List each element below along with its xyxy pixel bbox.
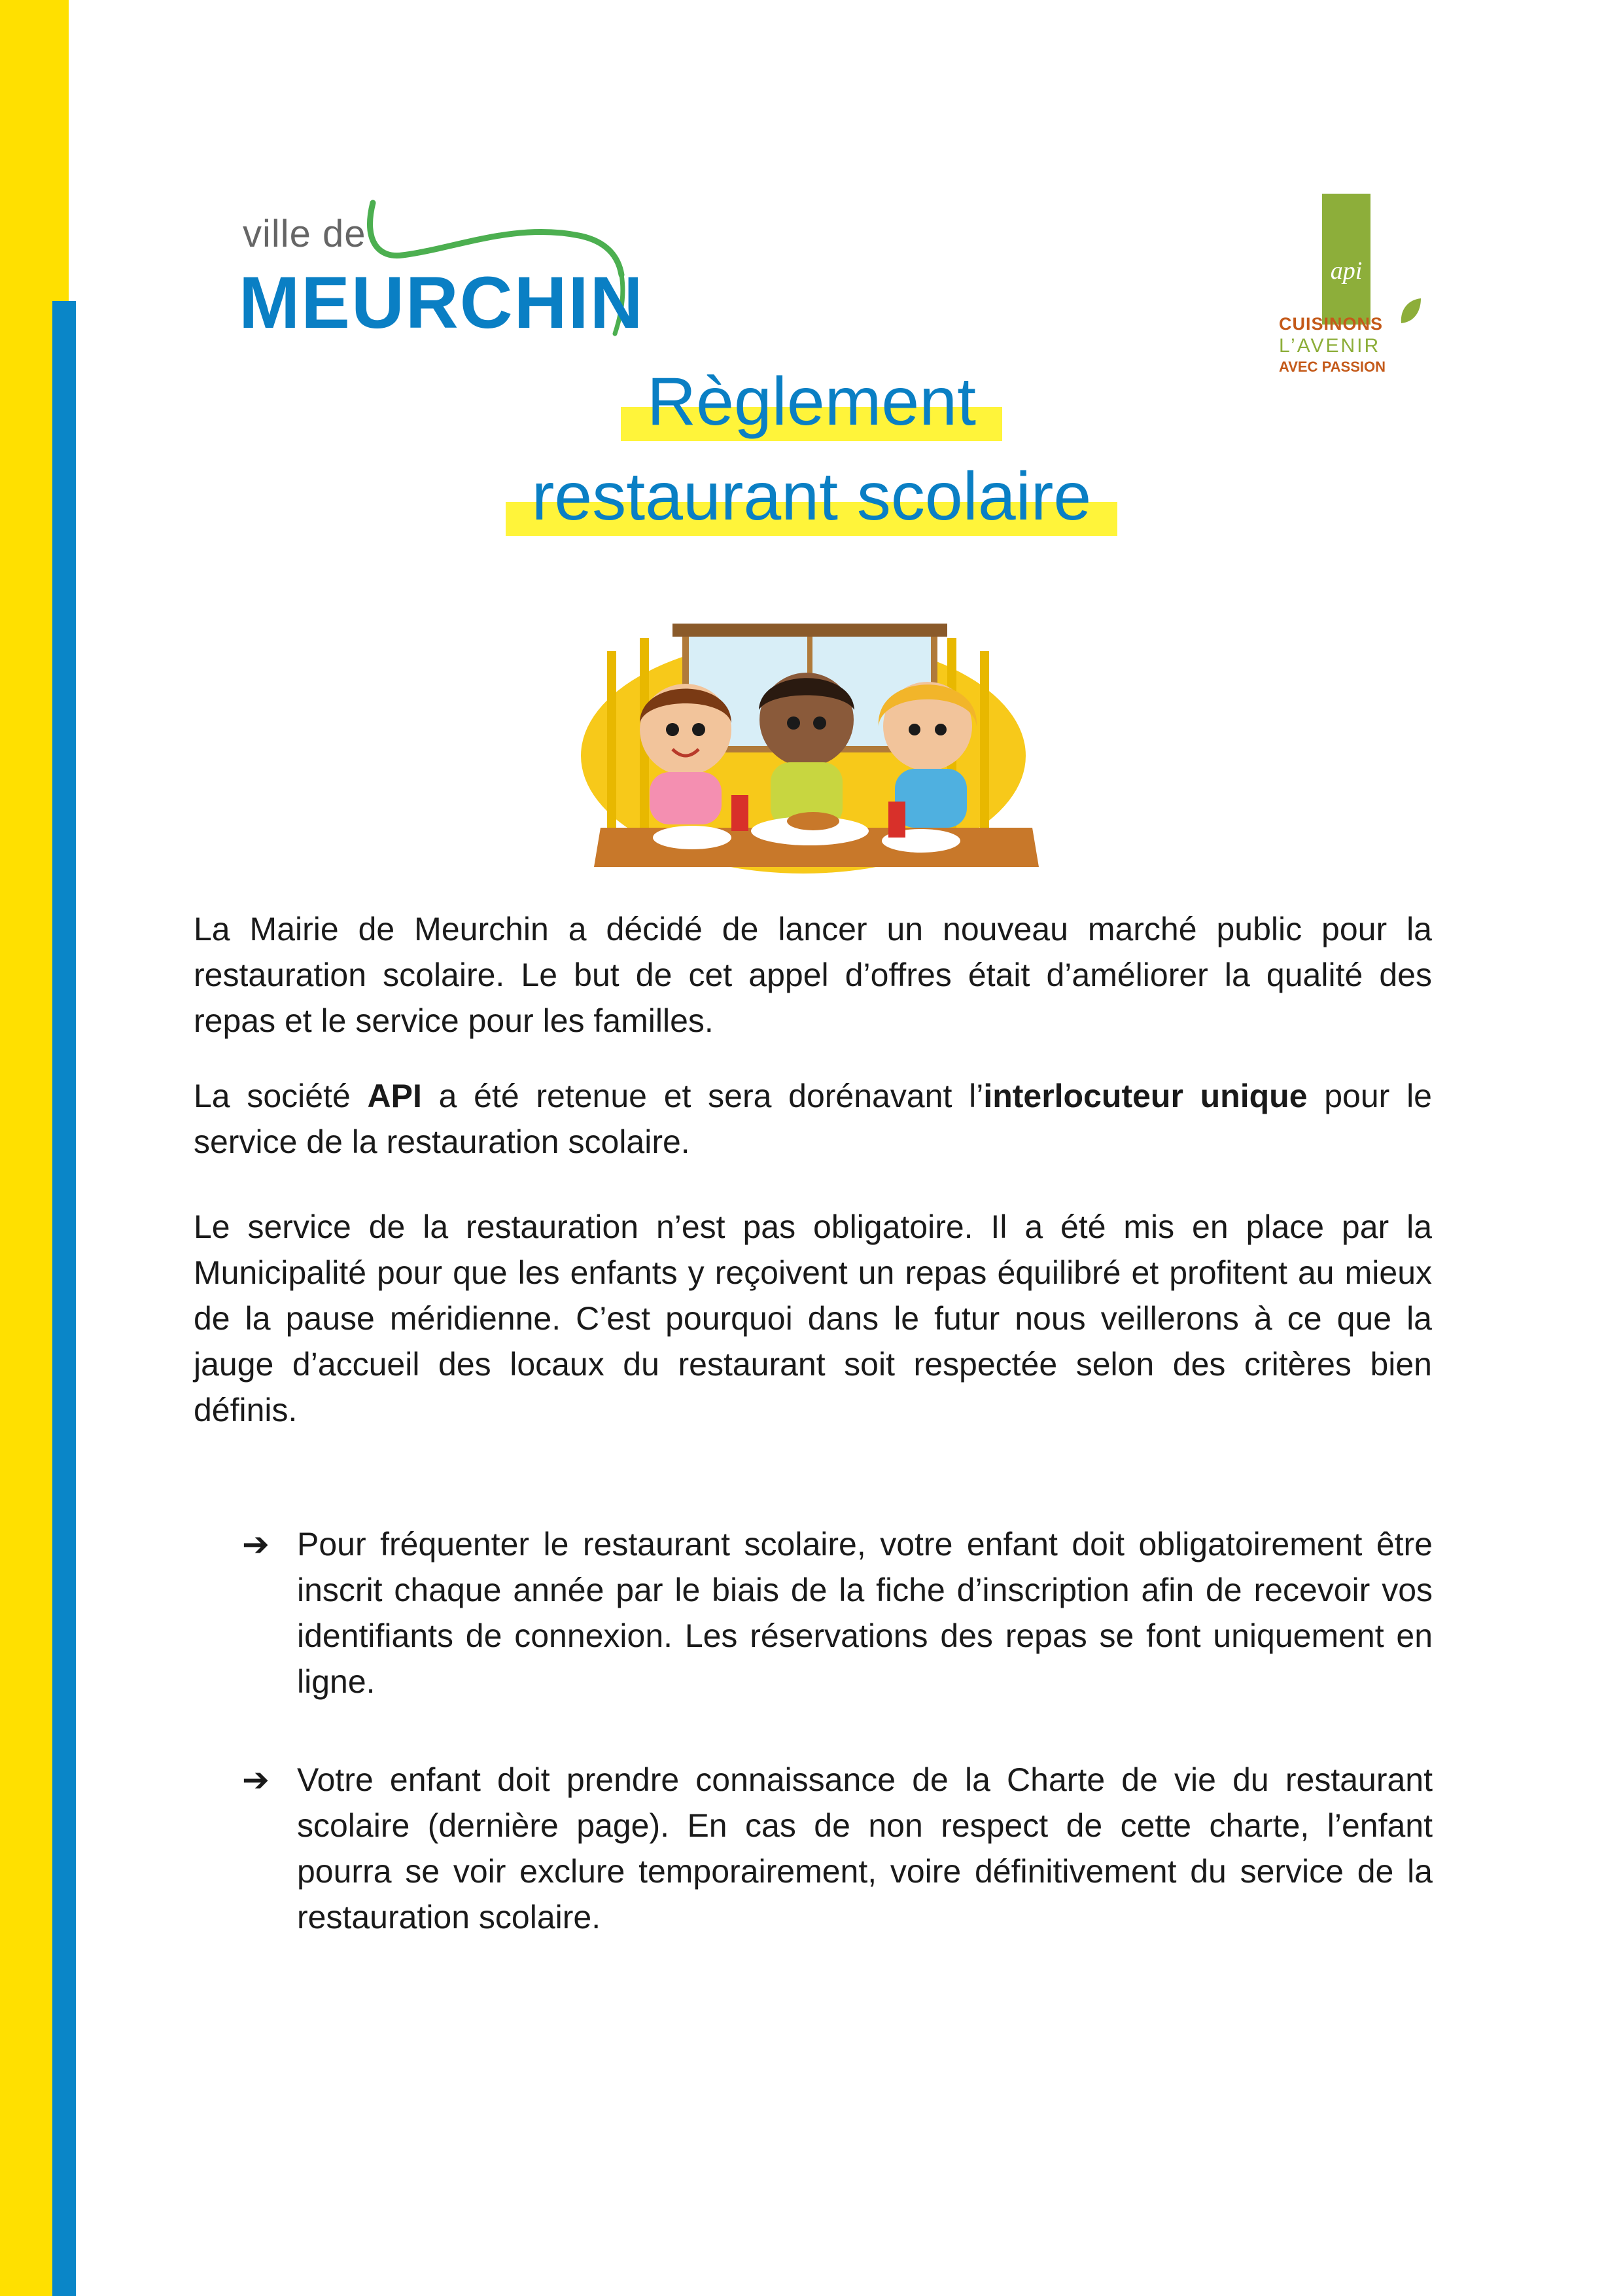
- list-item: [242, 1757, 1433, 1940]
- arrow-icon: ➔: [242, 1526, 270, 1563]
- list-item: [242, 1521, 1433, 1704]
- meurchin-logo: [239, 183, 644, 353]
- logo-prefix: ville de: [243, 213, 366, 255]
- page-title-line-1: Règlement: [0, 363, 1623, 441]
- bullet-text-registration: Pour fréquenter le restaurant scolaire, votre enfant doit obligatoirement être inscrit chaque année par le biais de la fiche d’inscription afin de recevoir vos identifiants de connexion. Les réservations des repas se font uniquement en ligne.: [297, 1526, 1433, 1700]
- api-tagline-3: AVEC PASSION: [1279, 359, 1386, 375]
- arrow-icon: ➔: [242, 1761, 270, 1798]
- api-logo: [1279, 190, 1449, 386]
- paragraph-service: Le service de la restauration n’est pas obligatoire. Il a été mis en place par la Municipalité pour que les enfants y reçoivent un repas équilibré et profitent au mieux de la pause méridienne. C’est pourquoi dans le futur nous veillerons à ce que la jauge d’accueil des locaux du restaurant soit respectée selon des critères bien définis.: [194, 1209, 1432, 1428]
- bullet-text-charter: Votre enfant doit prendre connaissance de la Charte de vie du restaurant scolaire (dernière page). En cas de non respect de cette charte, l’enfant pourra se voir exclure temporairement, voire définitivement du service de la restauration scolaire.: [297, 1761, 1433, 1935]
- paragraph-api: La société API a été retenue et sera dorénavant l’interlocuteur unique pour le service de la restauration scolaire.: [194, 1078, 1432, 1160]
- api-brand: api: [1330, 257, 1363, 285]
- logo-name: MEURCHIN: [239, 262, 644, 344]
- children-eating-illustration-icon: [581, 612, 1052, 874]
- api-tagline-1: CUISINONS: [1279, 314, 1384, 334]
- page-title-line-2: restaurant scolaire: [0, 458, 1623, 536]
- paragraph-intro: La Mairie de Meurchin a décidé de lancer un nouveau marché public pour la restauration scolaire. Le but de cet appel d’offres était d’améliorer la qualité des repas et le service pour les familles.: [194, 911, 1432, 1039]
- unique-contact-emphasis: interlocuteur unique: [983, 1078, 1308, 1114]
- api-tagline-2: L’AVENIR: [1279, 335, 1381, 357]
- api-logo-block: [1322, 194, 1370, 325]
- api-name: API: [367, 1078, 422, 1114]
- left-blue-stripe: [52, 301, 76, 2296]
- leaf-icon: [1399, 297, 1422, 326]
